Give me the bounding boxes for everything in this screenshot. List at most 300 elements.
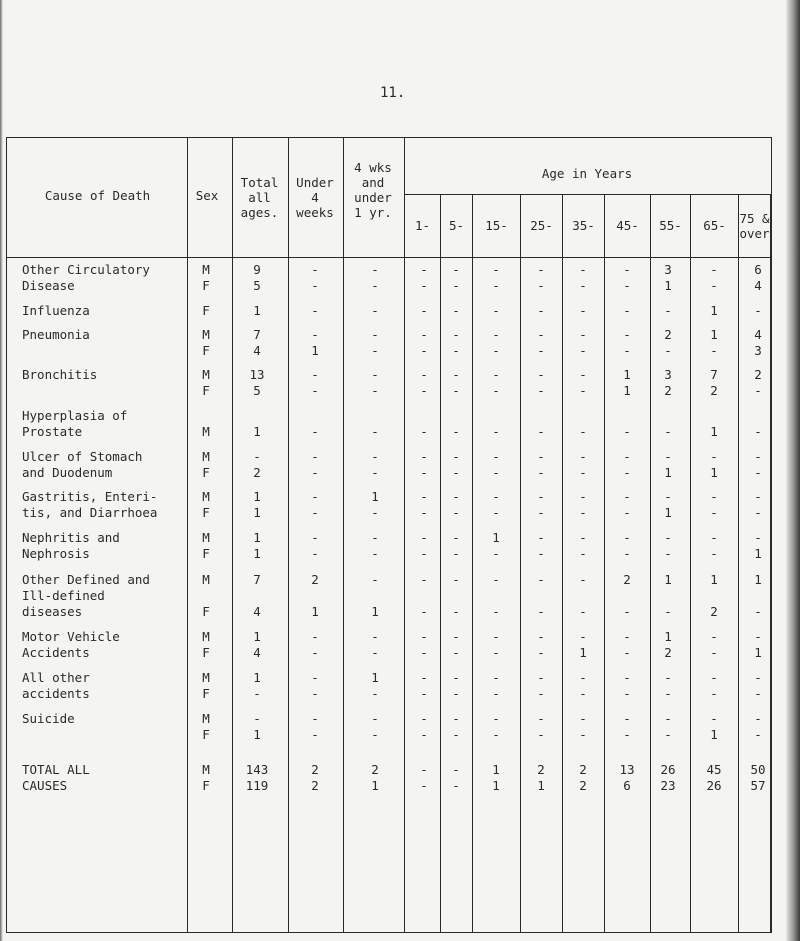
row-cell: 2	[311, 778, 319, 793]
row-cell: 2	[710, 604, 718, 619]
row-total: 1	[253, 546, 261, 561]
row-label: Influenza	[22, 303, 90, 318]
row-cell: -	[452, 449, 460, 464]
row-cell: -	[371, 262, 379, 277]
row-label: All other	[22, 670, 90, 685]
row-cell: -	[623, 670, 631, 685]
row-cell: -	[452, 278, 460, 293]
row-cell: -	[311, 727, 319, 742]
row-total: -	[253, 449, 261, 464]
row-cell: -	[710, 278, 718, 293]
row-cell: -	[537, 505, 545, 520]
row-sex: F	[202, 278, 210, 293]
row-cell: -	[420, 424, 428, 439]
row-cell: -	[420, 546, 428, 561]
row-cell: -	[754, 424, 762, 439]
header-4wks	[343, 160, 403, 220]
row-cell: -	[537, 711, 545, 726]
row-cell: 2	[664, 327, 672, 342]
row-cell: 1	[492, 762, 500, 777]
row-total: -	[253, 686, 261, 701]
row-cell: -	[537, 383, 545, 398]
header-under4-line2: 4	[311, 190, 319, 205]
row-cell: -	[537, 367, 545, 382]
row-cell: -	[420, 343, 428, 358]
row-cell: 2	[311, 572, 319, 587]
header-4wks-line2: and	[361, 175, 385, 190]
row-cell: -	[420, 530, 428, 545]
row-cell: -	[492, 629, 500, 644]
row-total: 143	[245, 762, 269, 777]
row-cell: 45	[706, 762, 722, 777]
row-cell: -	[623, 604, 631, 619]
row-cell: -	[537, 343, 545, 358]
row-cell: -	[623, 278, 631, 293]
age-band-header: 1-	[414, 218, 431, 233]
row-sex: M	[202, 424, 210, 439]
row-cell: -	[710, 343, 718, 358]
row-cell: -	[710, 670, 718, 685]
row-cell: 2	[371, 762, 379, 777]
row-cell: -	[579, 327, 587, 342]
row-cell: -	[311, 645, 319, 660]
row-cell: -	[710, 505, 718, 520]
row-cell: -	[311, 262, 319, 277]
row-cell: -	[537, 465, 545, 480]
row-label: TOTAL ALL	[22, 762, 90, 777]
row-label: Ill-defined	[22, 588, 105, 603]
row-cell: -	[311, 530, 319, 545]
row-cell: -	[452, 778, 460, 793]
row-cell: -	[664, 343, 672, 358]
row-cell: 1	[492, 530, 500, 545]
row-cell: 1	[371, 489, 379, 504]
row-sex: M	[202, 572, 210, 587]
row-cell: -	[420, 645, 428, 660]
row-cell: -	[537, 670, 545, 685]
row-cell: -	[311, 383, 319, 398]
row-sex: M	[202, 262, 210, 277]
row-cell: -	[492, 711, 500, 726]
row-cell: -	[452, 645, 460, 660]
row-label: Hyperplasia of	[22, 408, 128, 423]
row-cell: 2	[579, 778, 587, 793]
row-label: Suicide	[22, 711, 75, 726]
row-cell: 1	[371, 604, 379, 619]
row-total: -	[253, 711, 261, 726]
row-cell: -	[420, 262, 428, 277]
row-cell: -	[492, 449, 500, 464]
row-cell: -	[452, 262, 460, 277]
row-cell: -	[579, 489, 587, 504]
row-cell: -	[537, 449, 545, 464]
row-cell: 1	[311, 343, 319, 358]
row-label: Motor Vehicle	[22, 629, 120, 644]
row-cell: -	[579, 604, 587, 619]
row-cell: -	[623, 711, 631, 726]
row-label: Ulcer of Stomach	[22, 449, 143, 464]
row-cell: -	[754, 629, 762, 644]
age-band-rule-5	[604, 194, 605, 933]
column-rule-2	[288, 137, 289, 933]
row-cell: -	[579, 670, 587, 685]
row-cell: -	[710, 262, 718, 277]
row-total: 4	[253, 645, 261, 660]
row-cell: -	[664, 686, 672, 701]
row-cell: -	[579, 505, 587, 520]
row-cell: -	[452, 424, 460, 439]
header-divider	[6, 257, 772, 258]
header-total	[232, 175, 287, 220]
row-cell: 1	[492, 778, 500, 793]
row-cell: -	[371, 572, 379, 587]
row-cell: -	[492, 546, 500, 561]
row-total: 5	[253, 278, 261, 293]
row-cell: -	[623, 686, 631, 701]
row-cell: -	[537, 424, 545, 439]
age-band-rule-1	[440, 194, 441, 933]
row-cell: -	[623, 424, 631, 439]
row-cell: -	[579, 303, 587, 318]
row-cell: -	[623, 727, 631, 742]
row-cell: -	[371, 645, 379, 660]
age-group-divider	[404, 194, 772, 195]
row-cell: -	[537, 546, 545, 561]
row-cell: -	[710, 711, 718, 726]
row-total: 1	[253, 530, 261, 545]
row-cell: -	[452, 303, 460, 318]
row-cell: -	[311, 546, 319, 561]
row-cell: 1	[579, 645, 587, 660]
row-cell: -	[420, 686, 428, 701]
header-age-group: Age in Years	[541, 166, 633, 181]
row-cell: -	[579, 727, 587, 742]
row-label: Disease	[22, 278, 75, 293]
row-cell: 23	[660, 778, 676, 793]
row-sex: F	[202, 383, 210, 398]
row-total: 7	[253, 327, 261, 342]
row-sex: M	[202, 489, 210, 504]
row-cell: -	[537, 489, 545, 504]
row-label: Bronchitis	[22, 367, 98, 382]
age-band-header: 25-	[530, 218, 553, 233]
row-cell: 1	[710, 727, 718, 742]
row-cell: -	[537, 727, 545, 742]
row-cell: -	[664, 424, 672, 439]
age-band-header: 15-	[485, 218, 508, 233]
row-cell: -	[710, 546, 718, 561]
column-rule-1	[232, 137, 233, 933]
row-cell: -	[754, 505, 762, 520]
row-sex: F	[202, 686, 210, 701]
row-cell: -	[492, 572, 500, 587]
row-cell: -	[311, 449, 319, 464]
row-cell: 1	[664, 505, 672, 520]
row-cell: -	[452, 343, 460, 358]
row-cell: 1	[710, 424, 718, 439]
row-cell: 26	[660, 762, 676, 777]
row-cell: 2	[537, 762, 545, 777]
row-cell: -	[311, 465, 319, 480]
row-cell: -	[311, 670, 319, 685]
row-cell: -	[452, 670, 460, 685]
row-cell: -	[371, 303, 379, 318]
row-cell: -	[579, 449, 587, 464]
row-sex: F	[202, 343, 210, 358]
header-sex: Sex	[195, 188, 219, 203]
row-cell: -	[754, 604, 762, 619]
column-rule-3	[343, 137, 344, 933]
row-cell: -	[452, 505, 460, 520]
row-cell: -	[492, 278, 500, 293]
row-cell: 2	[754, 367, 762, 382]
row-cell: -	[492, 489, 500, 504]
row-cell: -	[420, 489, 428, 504]
row-cell: 3	[664, 262, 672, 277]
row-cell: -	[492, 262, 500, 277]
row-total: 5	[253, 383, 261, 398]
row-sex: M	[202, 711, 210, 726]
row-cell: -	[623, 645, 631, 660]
header-total-line1: Total	[240, 175, 279, 190]
row-cell: -	[623, 343, 631, 358]
row-sex: F	[202, 546, 210, 561]
header-under4-line3: weeks	[296, 205, 334, 220]
row-cell: -	[710, 645, 718, 660]
row-cell: -	[311, 711, 319, 726]
row-cell: -	[492, 505, 500, 520]
row-cell: -	[664, 711, 672, 726]
row-total: 1	[253, 505, 261, 520]
row-cell: -	[420, 778, 428, 793]
row-cell: -	[492, 303, 500, 318]
row-cell: 13	[619, 762, 635, 777]
row-label: diseases	[22, 604, 83, 619]
row-cell: -	[537, 278, 545, 293]
row-cell: -	[452, 727, 460, 742]
row-label: and Duodenum	[22, 465, 113, 480]
row-cell: -	[371, 711, 379, 726]
row-cell: -	[579, 530, 587, 545]
row-cell: 2	[623, 572, 631, 587]
row-sex: M	[202, 367, 210, 382]
row-cell: -	[492, 465, 500, 480]
row-cell: -	[754, 303, 762, 318]
row-cell: 50	[750, 762, 766, 777]
row-cell: -	[537, 327, 545, 342]
age-band-rule-8	[738, 194, 739, 933]
row-cell: 1	[710, 303, 718, 318]
row-cell: -	[420, 465, 428, 480]
row-cell: 1	[311, 604, 319, 619]
age-band-rule-0	[404, 137, 405, 933]
row-cell: 1	[710, 327, 718, 342]
row-cell: -	[537, 686, 545, 701]
row-sex: F	[202, 727, 210, 742]
age-band-header: 55-	[659, 218, 682, 233]
row-cell: -	[492, 645, 500, 660]
row-cell: -	[492, 343, 500, 358]
row-cell: -	[492, 670, 500, 685]
row-cell: -	[492, 424, 500, 439]
row-cell: -	[420, 303, 428, 318]
row-cell: -	[371, 505, 379, 520]
row-total: 2	[253, 465, 261, 480]
row-cell: -	[579, 424, 587, 439]
row-cell: -	[371, 727, 379, 742]
row-cell: -	[754, 489, 762, 504]
row-cell: -	[311, 629, 319, 644]
row-cell: -	[452, 489, 460, 504]
row-cell: -	[420, 327, 428, 342]
row-label: Other Circulatory	[22, 262, 150, 277]
row-cell: -	[537, 604, 545, 619]
row-cell: 57	[750, 778, 766, 793]
row-cell: -	[452, 367, 460, 382]
row-cell: -	[623, 262, 631, 277]
row-cell: -	[452, 604, 460, 619]
header-under4-line1: Under	[296, 175, 334, 190]
row-cell: -	[664, 670, 672, 685]
row-cell: -	[371, 530, 379, 545]
row-total: 4	[253, 604, 261, 619]
row-cell: -	[420, 505, 428, 520]
row-cell: -	[710, 629, 718, 644]
row-cell: 1	[710, 465, 718, 480]
row-cell: -	[452, 465, 460, 480]
row-label: CAUSES	[22, 778, 68, 793]
row-cell: 2	[664, 383, 672, 398]
row-cell: 26	[706, 778, 722, 793]
row-cell: -	[579, 262, 587, 277]
row-cell: -	[754, 465, 762, 480]
row-cell: -	[371, 367, 379, 382]
row-cell: 1	[664, 629, 672, 644]
row-sex: M	[202, 327, 210, 342]
row-cell: -	[371, 546, 379, 561]
row-cell: -	[664, 604, 672, 619]
row-cell: -	[371, 343, 379, 358]
row-cell: -	[371, 278, 379, 293]
row-cell: -	[492, 367, 500, 382]
row-cell: -	[420, 711, 428, 726]
row-cell: 2	[579, 762, 587, 777]
row-cell: -	[371, 629, 379, 644]
row-sex: F	[202, 303, 210, 318]
row-cell: 7	[710, 367, 718, 382]
row-total: 1	[253, 629, 261, 644]
row-cell: -	[452, 530, 460, 545]
row-cell: -	[664, 546, 672, 561]
row-cell: -	[371, 383, 379, 398]
age-band-header: 75 & over	[739, 211, 770, 241]
row-total: 1	[253, 670, 261, 685]
row-cell: -	[623, 449, 631, 464]
header-total-line3: ages.	[240, 205, 279, 220]
row-cell: -	[664, 489, 672, 504]
age-band-header: 35-	[572, 218, 595, 233]
age-band-rule-6	[650, 194, 651, 933]
age-band-rule-9	[770, 194, 771, 933]
row-cell: -	[623, 327, 631, 342]
row-cell: -	[452, 629, 460, 644]
row-cell: -	[452, 762, 460, 777]
row-sex: F	[202, 645, 210, 660]
row-label: Pneumonia	[22, 327, 90, 342]
row-cell: 1	[537, 778, 545, 793]
row-cell: -	[579, 686, 587, 701]
row-cell: 4	[754, 278, 762, 293]
row-cell: -	[492, 686, 500, 701]
header-4wks-line1: 4 wks	[354, 160, 392, 175]
age-band-header: 45-	[616, 218, 639, 233]
row-cell: -	[492, 327, 500, 342]
row-cell: -	[452, 546, 460, 561]
row-cell: -	[371, 449, 379, 464]
row-total: 7	[253, 572, 261, 587]
row-cell: -	[537, 572, 545, 587]
row-cell: -	[492, 727, 500, 742]
row-cell: 1	[754, 546, 762, 561]
row-cell: -	[579, 383, 587, 398]
row-sex: M	[202, 670, 210, 685]
header-under4	[288, 175, 342, 220]
row-cell: -	[452, 686, 460, 701]
row-label: tis, and Diarrhoea	[22, 505, 158, 520]
page-edge-right	[786, 0, 800, 941]
row-cell: -	[579, 343, 587, 358]
row-cell: -	[623, 489, 631, 504]
header-cause: Cause of Death	[44, 188, 151, 203]
age-band-rule-3	[520, 194, 521, 933]
row-cell: -	[754, 530, 762, 545]
row-cell: 1	[623, 367, 631, 382]
row-total: 9	[253, 262, 261, 277]
row-total: 1	[253, 489, 261, 504]
row-total: 1	[253, 727, 261, 742]
row-cell: -	[311, 367, 319, 382]
row-cell: -	[420, 449, 428, 464]
row-label: Gastritis, Enteri-	[22, 489, 158, 504]
row-cell: -	[537, 303, 545, 318]
age-band-rule-7	[690, 194, 691, 933]
row-cell: -	[710, 686, 718, 701]
row-cell: -	[537, 530, 545, 545]
age-band-rule-2	[472, 194, 473, 933]
row-cell: 1	[754, 645, 762, 660]
row-cell: 2	[664, 645, 672, 660]
row-cell: -	[623, 530, 631, 545]
row-cell: -	[371, 465, 379, 480]
row-total: 1	[253, 303, 261, 318]
row-label: Nephritis and	[22, 530, 120, 545]
row-cell: -	[710, 489, 718, 504]
row-cell: -	[452, 572, 460, 587]
row-cell: -	[579, 711, 587, 726]
row-cell: -	[420, 670, 428, 685]
row-cell: -	[579, 465, 587, 480]
row-label: Accidents	[22, 645, 90, 660]
row-cell: 6	[623, 778, 631, 793]
row-cell: -	[623, 629, 631, 644]
row-cell: 1	[623, 383, 631, 398]
row-cell: -	[311, 505, 319, 520]
row-label: Prostate	[22, 424, 83, 439]
row-total: 1	[253, 424, 261, 439]
row-cell: -	[420, 629, 428, 644]
row-cell: -	[623, 546, 631, 561]
row-cell: -	[664, 530, 672, 545]
